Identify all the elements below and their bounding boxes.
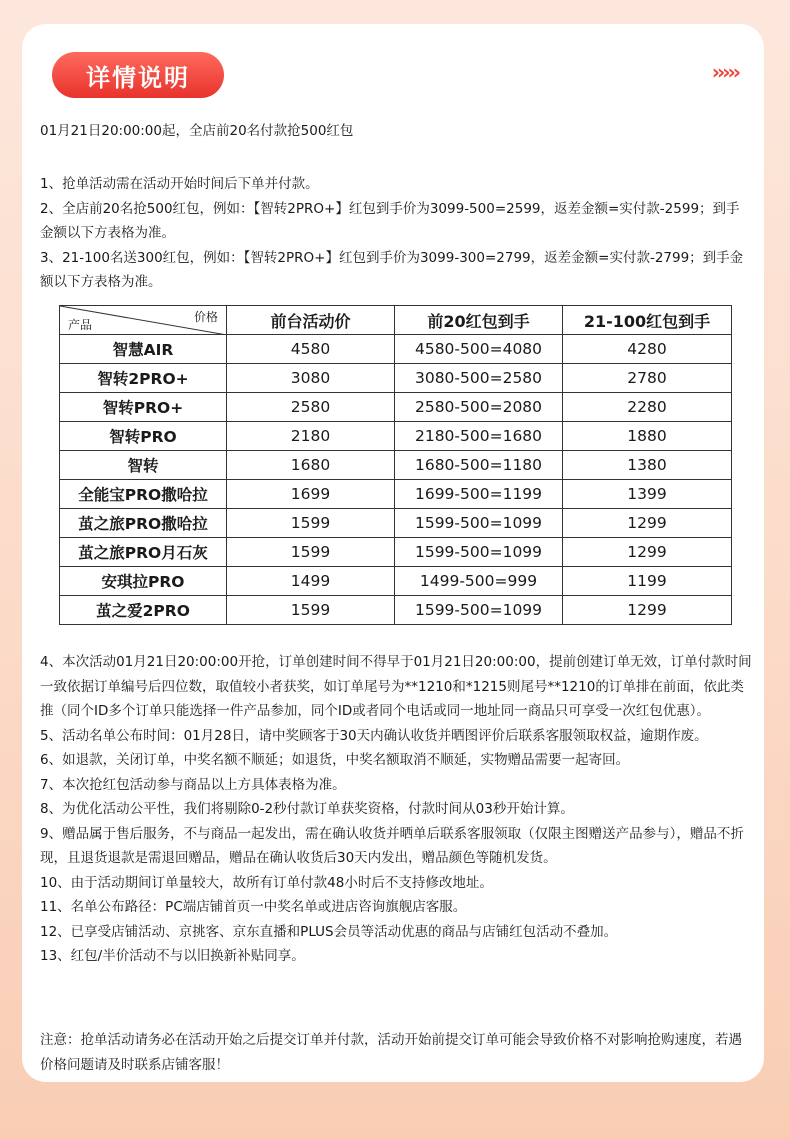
rules-list-top [40,172,752,295]
price-cell: 1599-500=1099 [395,596,563,625]
rule-item: 4、本次活动01月21日20:00:00开抢，订单创建时间不得早于01月21日20:00:00，提前创建订单无效，订单付款时间一致依据订单编号后四位数，取值较小者获奖，如订单尾号为**1210和*1215则尾号**1210的订单排在前面，依此类推（同个ID多个订单只能选择一件产品参加，同个ID或者同个电话或同一地址同一商品只可享受一次红包优惠）。 [40,654,752,719]
rule-item: 7、本次抢红包活动参与商品以上方具体表格为准。 [40,776,346,793]
product-name-cell: 智转PRO+ [60,393,227,422]
table-row [60,451,732,480]
price-cell: 2180-500=1680 [395,422,563,451]
corner-label-product: 产品 [68,318,93,332]
price-cell: 1599 [227,596,395,625]
price-cell: 1380 [563,451,732,480]
product-name-cell: 茧之爱2PRO [60,596,227,625]
price-cell: 2180 [227,422,395,451]
price-cell: 3080-500=2580 [395,364,563,393]
product-name-cell: 智转2PRO+ [60,364,227,393]
intro-text: 01月21日20:00:00起，全店前20名付款抢500红包 [40,123,354,139]
price-cell: 1699 [227,480,395,509]
rule-item: 2、全店前20名抢500红包，例如：【智转2PRO+】红包到手价为3099-500=2599，返差金额=实付款-2599；到手金额以下方表格为准。 [40,200,740,241]
table-row [60,596,732,625]
table-row [60,393,732,422]
notice-text: 注意：抢单活动请务必在活动开始之后提交订单并付款，活动开始前提交订单可能会导致价格不对影响抢购速度，若遇价格问题请及时联系店铺客服！ [40,1032,742,1073]
price-cell: 2280 [563,393,732,422]
price-cell: 1299 [563,538,732,567]
price-cell: 1699-500=1199 [395,480,563,509]
price-cell: 1599 [227,538,395,567]
rule-item: 3、21-100名送300红包，例如：【智转2PRO+】红包到手价为3099-300=2799，返差金额=实付款-2799；到手金额以下方表格为准。 [40,249,744,290]
rule-item: 13、红包/半价活动不与以旧换新补贴同享。 [40,948,305,964]
table-row [60,538,732,567]
product-name-cell: 智转 [60,451,227,480]
product-name-cell: 安琪拉PRO [60,567,227,596]
price-cell: 4280 [563,335,732,364]
price-cell: 1599-500=1099 [395,509,563,538]
price-cell: 1680-500=1180 [395,451,563,480]
price-cell: 1299 [563,596,732,625]
column-header: 前台活动价 [227,306,395,335]
column-header: 21-100红包到手 [563,306,732,335]
rule-item: 8、为优化活动公平性，我们将剔除0-2秒付款订单获奖资格，付款时间从03秒开始计算。 [40,801,574,817]
rule-item: 9、赠品属于售后服务，不与商品一起发出，需在确认收货并晒单后联系客服领取（仅限主图赠送产品参与），赠品不折现，且退货退款是需退回赠品，赠品在确认收货后30天内发出，赠品颜色等随机发货。 [40,825,744,866]
table-row [60,364,732,393]
price-table [59,305,732,625]
price-cell: 1299 [563,509,732,538]
price-cell: 3080 [227,364,395,393]
chevron-right-icon: ››››› [711,60,738,84]
price-cell: 2580-500=2080 [395,393,563,422]
product-name-cell: 茧之旅PRO撒哈拉 [60,509,227,538]
rule-item: 12、已享受店铺活动、京挑客、京东直播和PLUS会员等活动优惠的商品与店铺红包活动不叠加。 [40,923,618,940]
details-card [22,24,764,1082]
corner-label-price: 价格 [193,310,218,324]
price-cell: 1680 [227,451,395,480]
price-cell: 1199 [563,567,732,596]
product-name-cell: 智转PRO [60,422,227,451]
product-name-cell: 全能宝PRO撒哈拉 [60,480,227,509]
table-row [60,567,732,596]
price-cell: 4580-500=4080 [395,335,563,364]
price-cell: 2780 [563,364,732,393]
table-corner-cell [60,306,227,335]
rule-item: 6、如退款，关闭订单，中奖名额不顺延；如退货，中奖名额取消不顺延，实物赠品需要一起寄回。 [40,752,630,768]
rules-list-bottom [40,650,752,969]
price-cell: 1499-500=999 [395,567,563,596]
price-cell: 1499 [227,567,395,596]
rule-item: 1、抢单活动需在活动开始时间后下单并付款。 [40,176,319,192]
column-header: 前20红包到手 [395,306,563,335]
price-cell: 2580 [227,393,395,422]
table-row [60,422,732,451]
rule-item: 10、由于活动期间订单量较大，故所有订单付款48小时后不支持修改地址。 [40,874,493,891]
table-row [60,335,732,364]
product-name-cell: 智慧AIR [60,335,227,364]
product-name-cell: 茧之旅PRO月石灰 [60,538,227,567]
price-cell: 1599 [227,509,395,538]
price-cell: 1880 [563,422,732,451]
table-header-row [60,306,732,335]
section-title-badge: 详情说明 [52,52,224,98]
price-cell: 1399 [563,480,732,509]
price-cell: 4580 [227,335,395,364]
rule-item: 11、名单公布路径：PC端店铺首页一中奖名单或进店咨询旗舰店客服。 [40,899,467,915]
table-row [60,480,732,509]
table-row [60,509,732,538]
rule-item: 5、活动名单公布时间：01月28日，请中奖顾客于30天内确认收货并晒图评价后联系客服领取权益，逾期作废。 [40,727,708,744]
price-cell: 1599-500=1099 [395,538,563,567]
